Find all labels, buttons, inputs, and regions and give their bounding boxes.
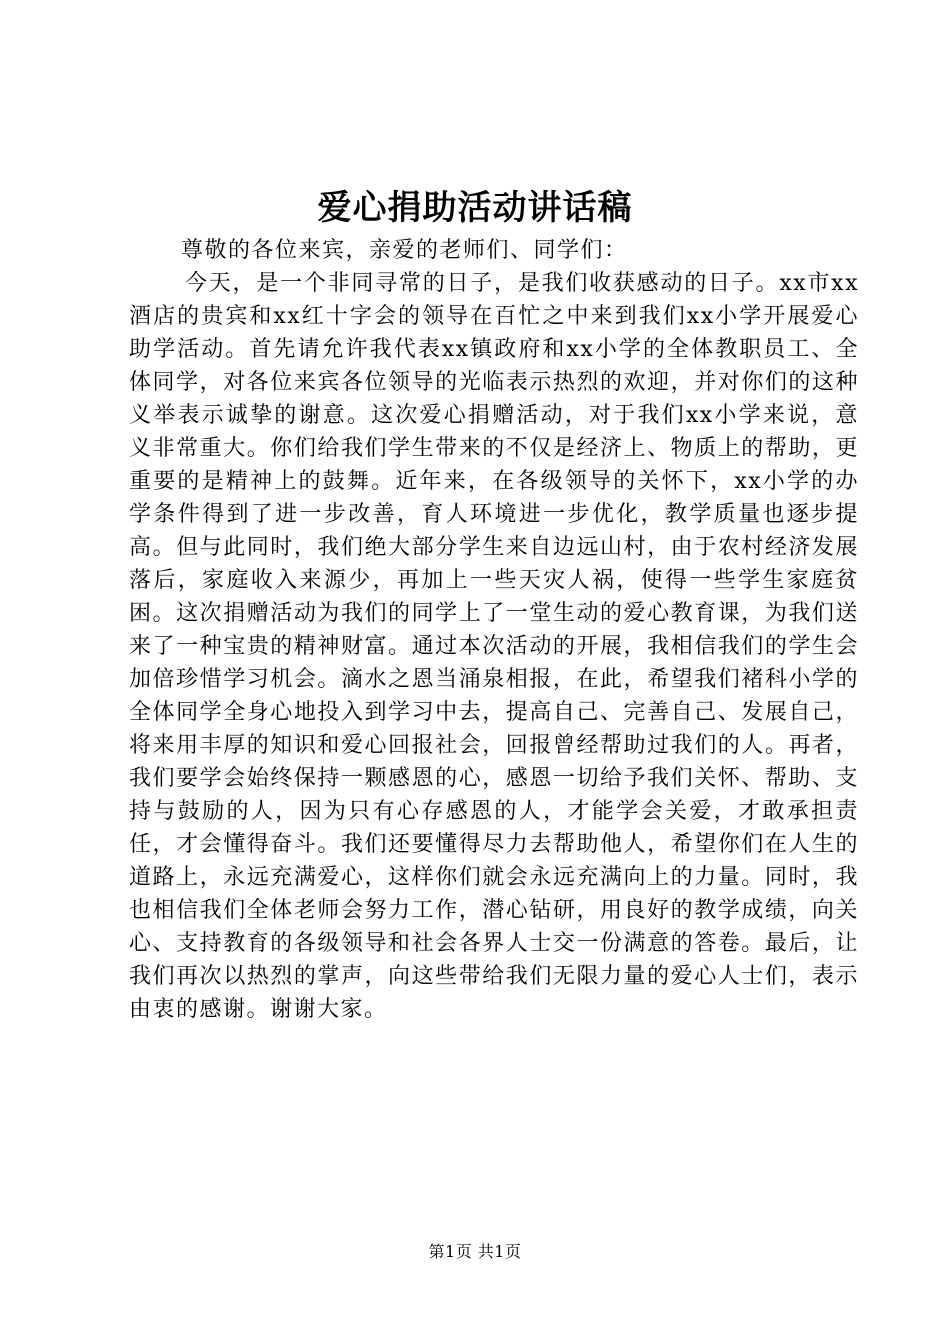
document-title: 爱心捐助活动讲话稿 <box>317 188 633 228</box>
document-body <box>129 234 859 1026</box>
salutation-paragraph: 尊敬的各位来宾，亲爱的老师们、同学们： <box>181 238 628 263</box>
page-number-footer: 第1页 共1页 <box>428 1242 522 1261</box>
speech-paragraph: 今天，是一个非同寻常的日子，是我们收获感动的日子。xx市xx酒店的贵宾和xx红十字会的领导在百忙之中来到我们xx小学开展爱心助学活动。首先请允许我代表xx镇政府和xx小学的全体教职员工、全体同学，对各位来宾各位领导的光临表示热烈的欢迎，并对你们的这种义举表示诚挚的谢意。这次爱心捐赠活动，对于我们xx小学来说，意义非常重大。你们给我们学生带来的不仅是经济上、物质上的帮助，更重要的是精神上的鼓舞。近年来，在各级领导的关怀下，xx小学的办学条件得到了进一步改善，育人环境进一步优化，教学质量也逐步提高。但与此同时，我们绝大部分学生来自边远山村，由于农村经济发展落后，家庭收入来源少，再加上一些天灾人祸，使得一些学生家庭贫困。这次捐赠活动为我们的同学上了一堂生动的爱心教育课，为我们送来了一种宝贵的精神财富。通过本次活动的开展，我相信我们的学生会加倍珍惜学习机会。滴水之恩当涌泉相报，在此，希望我们褚科小学的全体同学全身心地投入到学习中去，提高自己、完善自己、发展自己，将来用丰厚的知识和爱心回报社会，回报曾经帮助过我们的人。再者，我们要学会始终保持一颗感恩的心，感恩一切给予我们关怀、帮助、支持与鼓励的人，因为只有心存感恩的人，才能学会关爱，才敢承担责任，才会懂得奋斗。我们还要懂得尽力去帮助他人，希望你们在人生的道路上，永远充满爱心，这样你们就会永远充满向上的力量。同时，我也相信我们全体老师会努力工作，潜心钻研，用良好的教学成绩，向关心、支持教育的各级领导和社会各界人士交一份满意的答卷。最后，让我们再次以热烈的掌声，向这些带给我们无限力量的爱心人士们，表示由衷的感谢。谢谢大家。 <box>129 271 859 1022</box>
